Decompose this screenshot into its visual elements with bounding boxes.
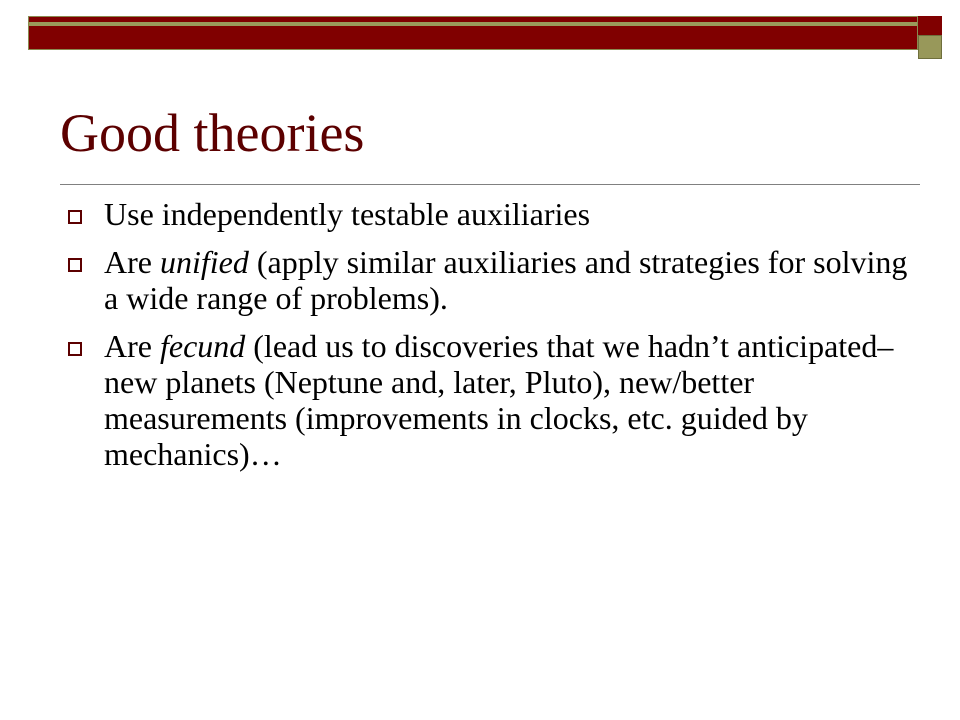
corner-accent-red [918, 16, 942, 35]
bullet-text-continued: (apply similar auxiliaries and strategies for solving a wide range of problems). [104, 244, 908, 316]
bullet-text: Use independently testable auxiliaries [104, 196, 591, 232]
corner-accent-olive [918, 35, 942, 59]
hollow-square-icon [68, 210, 82, 224]
hollow-square-icon [68, 342, 82, 356]
bullet-emphasis: fecund [159, 328, 246, 364]
bullet-text: Are [104, 244, 160, 280]
bullet-item [60, 328, 920, 472]
bullet-emphasis: unified [159, 244, 249, 280]
header-band-stripe [29, 22, 917, 26]
hollow-square-icon [68, 258, 82, 272]
title-divider [60, 184, 920, 185]
bullet-text: Are [104, 328, 160, 364]
bullet-text-continued: (lead us to discoveries that we hadn’t anticipated– new planets (Neptune and, later, Pluto), new/better measurements (improvements in clocks, etc. guided by mechanics)… [104, 328, 894, 472]
bullet-item [60, 244, 920, 316]
header-band [28, 16, 918, 50]
slide-title: Good theories [60, 103, 365, 163]
bullet-list [60, 196, 920, 484]
bullet-item [60, 196, 920, 232]
